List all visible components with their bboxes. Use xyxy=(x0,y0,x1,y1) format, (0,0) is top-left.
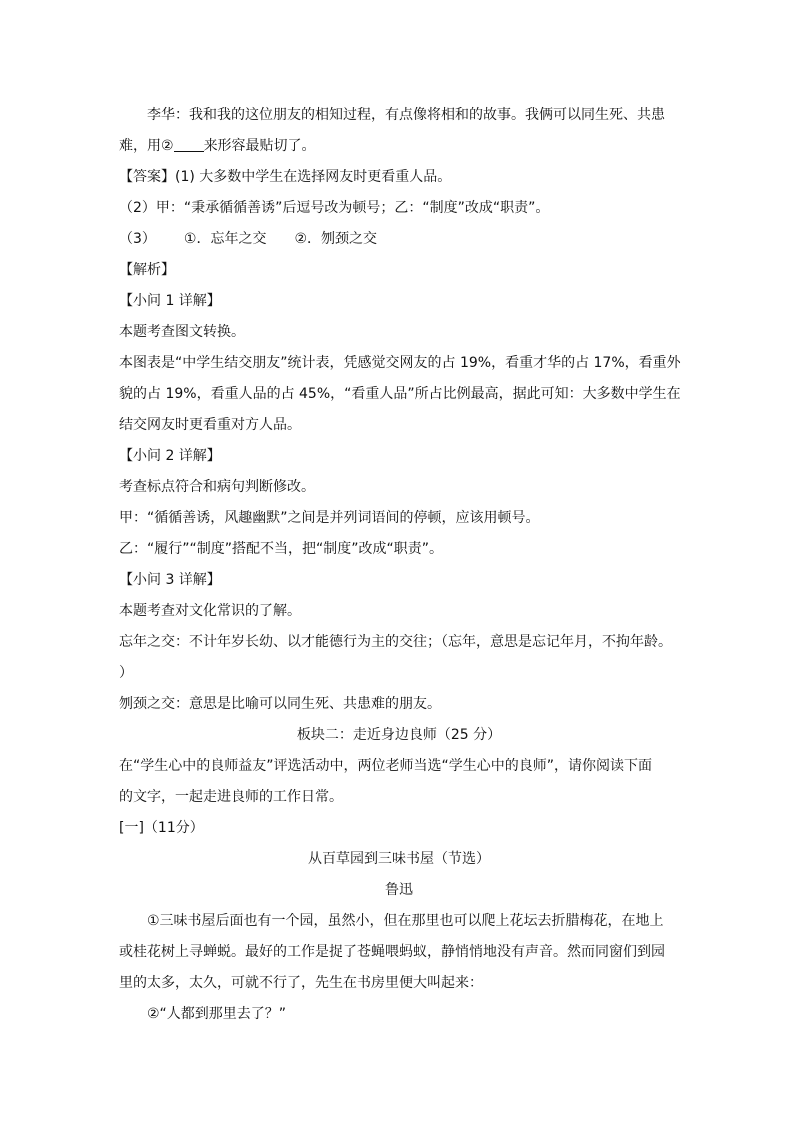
text-line: 在“学生心中的良师益友”评选活动中，两位老师当选“学生心中的良师”，请你阅读下面 xyxy=(119,758,653,774)
text-line: 忘年之交：不计年岁长幼、以才能德行为主的交往；（忘年，意思是忘记年月，不拘年龄。 xyxy=(119,634,672,650)
document-body xyxy=(119,100,679,1030)
text-line: 结交网友时更看重对方人品。 xyxy=(119,417,301,433)
text-line: 本题考查对文化常识的了解。 xyxy=(119,603,301,619)
answer-label: 【答案】(1) 大多数中学生在选择网友时更看重人品。 xyxy=(119,169,452,185)
analysis-label: 【解析】 xyxy=(119,262,175,278)
text-line: 甲：“循循善诱，风趣幽默”之间是并列词语间的停顿，应该用顿号。 xyxy=(119,510,540,526)
text-line: 李华：我和我的这位朋友的相知过程，有点像将相和的故事。我俩可以同生死、共患 xyxy=(147,107,665,123)
text-line: ②“人都到那里去了？” xyxy=(147,1006,287,1022)
text-line: 貌的占 19%，看重人品的占 45%，“看重人品”所占比例最高，据此可知：大多数中学生在 xyxy=(119,386,681,402)
text-line: 的文字，一起走进良师的工作日常。 xyxy=(119,789,343,805)
text-line: 里的太多，太久，可就不行了，先生在书房里便大叫起来： xyxy=(119,975,483,991)
text-line: 乙：“履行”“制度”搭配不当，把“制度”改成“职责”。 xyxy=(119,541,444,557)
text-line: 难，用② 来形容最贴切了。 xyxy=(119,138,316,154)
passage-author: 鲁迅 xyxy=(385,882,413,898)
text-line: ） xyxy=(119,665,133,681)
text-line: （3） ①．忘年之交 ②．刎颈之交 xyxy=(119,231,378,247)
section-label: 【小问 2 详解】 xyxy=(119,448,221,464)
text-line: （2）甲：“秉承循循善诱”后逗号改为顿号；乙：“制度”改成“职责”。 xyxy=(119,200,550,216)
text-line: 或桂花树上寻蝉蜕。最好的工作是捉了苍蝇喂蚂蚁，静悄悄地没有声音。然而同窗们到园 xyxy=(119,944,665,960)
passage-title: 从百草园到三味书屋（节选） xyxy=(308,851,490,867)
section-label: 【小问 3 详解】 xyxy=(119,572,221,588)
fill-blank xyxy=(174,137,204,152)
text-line: [一]（11分） xyxy=(119,820,204,836)
text-line: 本题考查图文转换。 xyxy=(119,324,245,340)
text-line: 考查标点符合和病句判断修改。 xyxy=(119,479,315,495)
section-label: 【小问 1 详解】 xyxy=(119,293,221,309)
text-line: ①三味书屋后面也有一个园，虽然小，但在那里也可以爬上花坛去折腊梅花，在地上 xyxy=(147,913,664,929)
text-line: 本图表是“中学生结交朋友”统计表，凭感觉交网友的占 19%，看重才华的占 17%，看重外 xyxy=(119,355,681,371)
section-title: 板块二：走近身边良师（25 分） xyxy=(296,727,502,743)
text-line: 刎颈之交：意思是比喻可以同生死、共患难的朋友。 xyxy=(119,696,441,712)
